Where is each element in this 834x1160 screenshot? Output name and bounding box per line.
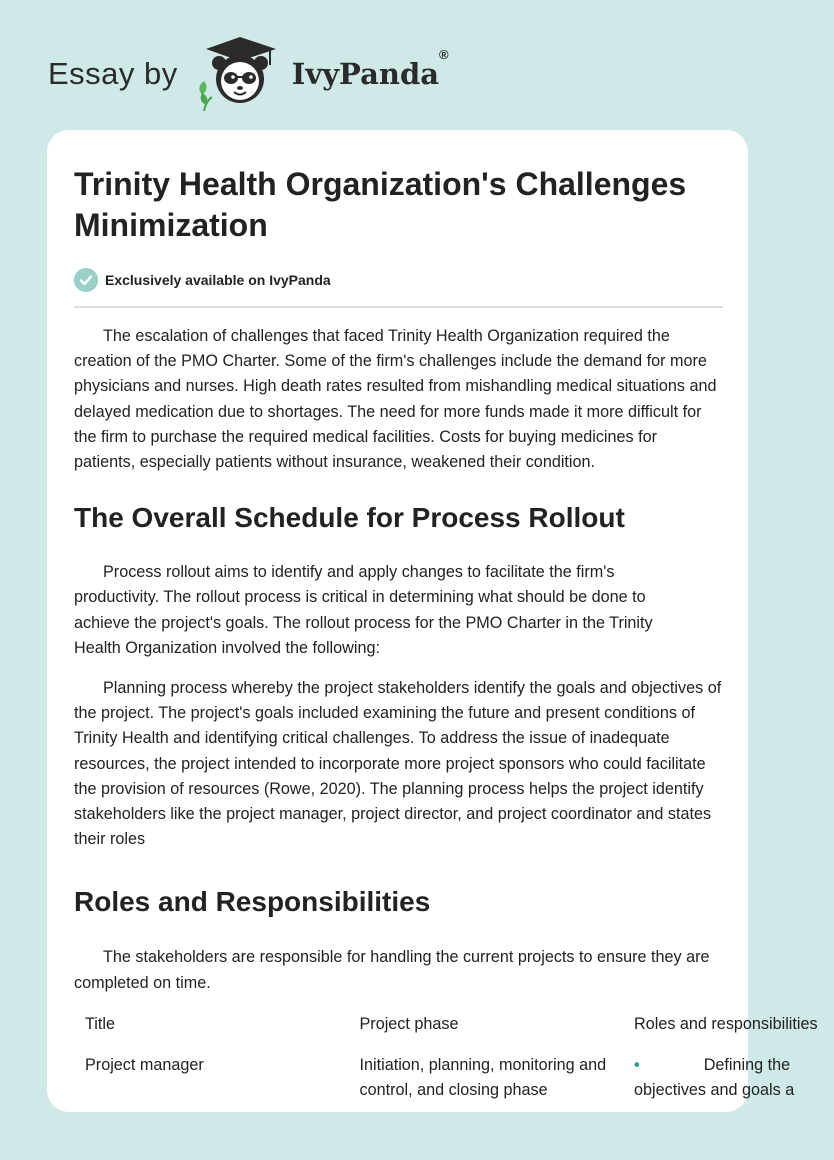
site-logo[interactable] (48, 34, 449, 114)
table-cell-phase: Initiation, planning, monitoring and control, and closing phase (359, 1056, 607, 1100)
check-circle-icon (74, 268, 98, 292)
table-header-title: Title (85, 1014, 115, 1033)
bullet-icon: • (634, 1056, 640, 1075)
divider (74, 306, 723, 308)
rollout-paragraph-1: Process rollout aims to identify and apply changes to facilitate the firm's productivity. The rollout process is critical in determining what should be done to achieve the project's goals. The rollout process for the PMO Charter in the Trinity Health Organization involved the following: (74, 563, 653, 657)
table-header-roles: Roles and responsibilities (634, 1014, 818, 1033)
intro-paragraph: The escalation of challenges that faced Trinity Health Organization required the creation of the PMO Charter. Some of the firm's challenges include the demand for more physicians and nurses. High death rates resulted from mishandling medical situations and delayed medication due to shortages. The need for more funds made it more difficult for the firm to purchase the required medical facilities. Costs for buying medicines for patients, especially patients without insurance, weakened their condition. (74, 327, 717, 472)
article-card (47, 130, 818, 1112)
roles-table (74, 1012, 834, 1104)
section-heading-roles: Roles and Responsibilities (74, 886, 431, 918)
roles-line-1: Defining the (703, 1056, 791, 1075)
table-cell-title: Project manager (85, 1056, 204, 1075)
section-heading-rollout: The Overall Schedule for Process Rollout (74, 502, 625, 534)
exclusive-label: Exclusively available on IvyPanda (105, 272, 331, 288)
roles-line-2: objectives and goals a (634, 1081, 795, 1100)
table-header-row (74, 1012, 834, 1053)
rollout-paragraph-2: Planning process whereby the project stakeholders identify the goals and objectives of the project. The project's goals included examining the future and present conditions of Trinity Health and identifying critical challenges. To address the issue of inadequate resources, the project intended to incorporate more project sponsors who could facilitate the provision of resources (Rowe, 2020). The planning process helps the project identify stakeholders like the project manager, project director, and project coordinator and states their roles (74, 679, 722, 849)
brand-prefix: Essay by (48, 56, 178, 91)
panda-graduate-logo-icon (192, 35, 288, 113)
roles-paragraph: The stakeholders are responsible for handling the current projects to ensure they are completed on time. (74, 948, 710, 992)
brand-name: IvyPanda (291, 57, 440, 91)
table-header-phase: Project phase (359, 1014, 459, 1033)
exclusive-badge (74, 266, 834, 294)
table-row (74, 1053, 834, 1103)
article-content (74, 130, 834, 1103)
table-cell-roles (634, 1053, 834, 1103)
article-title: Trinity Health Organization's Challenges Minimization (74, 166, 687, 243)
registered-mark: ® (439, 47, 449, 62)
